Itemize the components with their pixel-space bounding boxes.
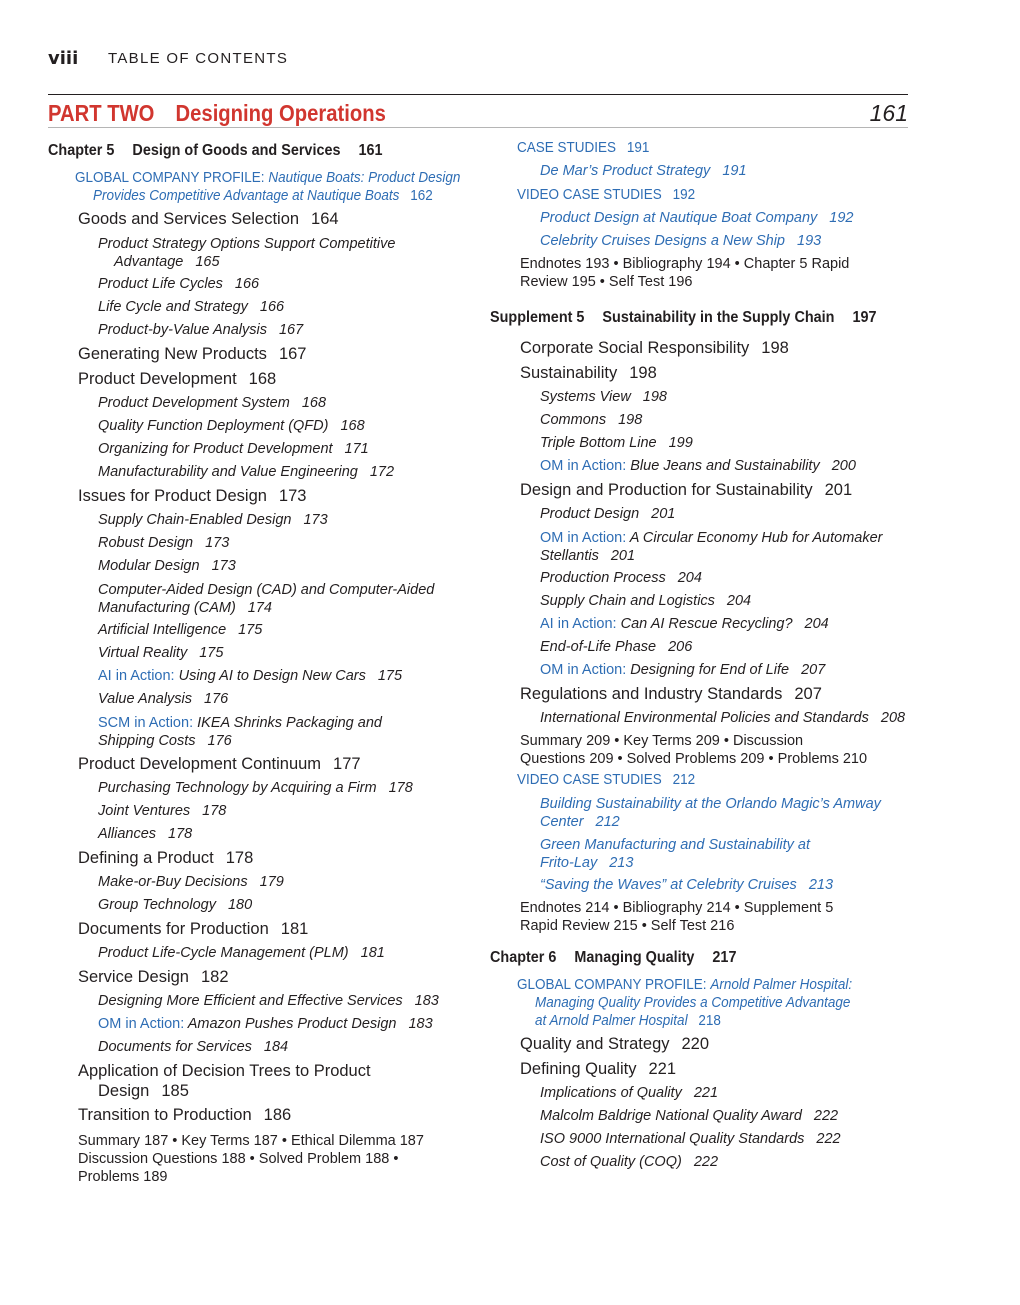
section-page: 182 xyxy=(200,968,229,986)
left-endmatter xyxy=(48,1132,473,1186)
left-entries xyxy=(48,207,473,1128)
subsection-title: Product Development System xyxy=(98,395,290,411)
subsection-page: 175 xyxy=(238,622,263,638)
subsection-title: Make-or-Buy Decisions xyxy=(98,874,248,890)
section-title: Regulations and Industry Standards xyxy=(520,685,783,703)
section-page: 167 xyxy=(278,345,307,363)
toc-left-column xyxy=(48,140,473,1186)
feature-page: 200 xyxy=(831,458,856,474)
subsection-page: 222 xyxy=(816,1131,841,1147)
supplement-heading: Supplement 5 Sustainability in the Supply Chain 197 xyxy=(490,309,877,326)
toc-subsection[interactable] xyxy=(48,688,473,711)
toc-subsection[interactable] xyxy=(48,1036,473,1059)
feature-title: Blue Jeans and Sustainability xyxy=(630,458,820,474)
subsection-title: End-of-Life Phase xyxy=(540,639,657,655)
toc-subsection[interactable] xyxy=(48,296,473,319)
section-page: 177 xyxy=(333,755,361,773)
subsection-page: 173 xyxy=(303,512,328,528)
section-page: 201 xyxy=(824,481,853,499)
feature-title: Using AI to Design New Cars xyxy=(178,668,366,684)
endmatter-line: Endnotes 193 • Bibliography 194 • Chapter 5 Rapid xyxy=(520,256,850,272)
endmatter-line: Summary 187 • Key Terms 187 • Ethical Dilemma 187 xyxy=(78,1133,424,1149)
toc-subsection[interactable] xyxy=(490,503,910,526)
subsection-title: Product Life-Cycle Management (PLM) xyxy=(98,945,349,961)
subsection-page: 206 xyxy=(668,639,693,655)
subsection-page: 221 xyxy=(693,1085,719,1101)
subsection-page: 180 xyxy=(227,897,253,913)
feature-page: 175 xyxy=(377,668,403,684)
toc-section[interactable] xyxy=(48,917,473,942)
case-study-item[interactable]: De Mar’s Product Strategy 191 xyxy=(540,163,747,179)
subsection-page: 199 xyxy=(668,435,693,451)
section-title: Product Development Continuum xyxy=(78,755,322,773)
feature-prefix: SCM in Action: xyxy=(98,715,194,731)
supplement-endmatter xyxy=(490,732,910,768)
toc-subsection[interactable] xyxy=(48,392,473,415)
toc-subsection[interactable] xyxy=(48,319,473,342)
section-title: Documents for Production xyxy=(78,920,269,938)
toc-section[interactable] xyxy=(490,1057,910,1082)
chapter5-endmatter xyxy=(490,255,910,291)
section-title: Product Development xyxy=(78,370,237,388)
endmatter-line: Review 195 • Self Test 196 xyxy=(520,274,693,290)
section-title: Issues for Product Design xyxy=(78,487,267,505)
toc-subsection[interactable] xyxy=(490,590,910,613)
subsection-title: Artificial Intelligence xyxy=(98,622,227,638)
section-page: 164 xyxy=(311,210,339,228)
toc-subsection[interactable] xyxy=(48,871,473,894)
page-number: viii xyxy=(48,48,79,69)
case-studies-heading: CASE STUDIES 191 xyxy=(517,139,650,156)
section-title: Goods and Services Selection xyxy=(78,210,300,228)
section-page: 198 xyxy=(629,364,657,382)
feature-page: 207 xyxy=(801,662,826,678)
subsection-title: Product Design xyxy=(540,506,640,522)
endmatter-line: Questions 209 • Solved Problems 209 • Problems 210 xyxy=(520,751,868,767)
toc-subsection[interactable] xyxy=(48,509,473,532)
video-case-studies-heading: VIDEO CASE STUDIES 212 xyxy=(517,771,696,788)
company-profile[interactable]: GLOBAL COMPANY PROFILE: Arnold Palmer Hospital: Managing Quality Provides a Competitive Advantage at Arnold Palmer Hospital 218 xyxy=(517,976,853,1029)
subsection-title: Manufacturing (CAM) xyxy=(98,600,236,616)
subsection-title: International Environmental Policies and Standards xyxy=(540,710,869,726)
feature-prefix: AI in Action: xyxy=(98,668,175,684)
section-page: 207 xyxy=(794,685,822,703)
subsection-title-cont xyxy=(98,599,473,617)
toc-section[interactable] xyxy=(48,342,473,367)
chapter-page: 161 xyxy=(358,142,383,159)
section-page: 186 xyxy=(263,1106,292,1124)
toc-subsection[interactable] xyxy=(48,578,473,619)
feature-line xyxy=(98,732,473,750)
part-label: PART TWO xyxy=(48,100,155,126)
video-case-item[interactable]: “Saving the Waves” at Celebrity Cruises 213 xyxy=(540,877,834,893)
toc-subsection[interactable] xyxy=(48,232,473,273)
subsection-title: ISO 9000 International Quality Standards xyxy=(540,1131,805,1147)
toc-section[interactable] xyxy=(48,1059,473,1103)
toc-section[interactable] xyxy=(490,682,910,707)
section-title: Sustainability xyxy=(520,364,618,382)
subsection-page: 208 xyxy=(880,710,906,726)
section-page: 220 xyxy=(681,1035,710,1053)
toc-feature-box[interactable] xyxy=(490,455,910,478)
part-title xyxy=(48,100,386,127)
subsection-page: 174 xyxy=(247,600,272,616)
toc-subsection[interactable] xyxy=(48,942,473,965)
feature-title: IKEA Shrinks Packaging and xyxy=(197,715,382,731)
subsection-page: 184 xyxy=(263,1039,289,1055)
feature-prefix: OM in Action: xyxy=(540,662,627,678)
toc-subsection[interactable] xyxy=(490,1082,910,1105)
subsection-title: Purchasing Technology by Acquiring a Firm xyxy=(98,780,377,796)
company-profile[interactable] xyxy=(48,169,461,205)
feature-prefix: AI in Action: xyxy=(540,616,617,632)
subsection-page: 201 xyxy=(651,506,676,522)
toc-feature-box[interactable] xyxy=(48,711,473,752)
subsection-title: Joint Ventures xyxy=(98,803,191,819)
feature-line xyxy=(98,714,473,732)
feature-page: 176 xyxy=(207,733,232,749)
video-case-item[interactable]: Green Manufacturing and Sustainability at Frito-Lay 213 xyxy=(540,837,811,871)
toc-subsection[interactable] xyxy=(490,1105,910,1128)
toc-subsection[interactable] xyxy=(48,461,473,484)
toc-right-column xyxy=(490,140,910,1174)
subsection-page: 168 xyxy=(340,418,365,434)
subsection-title: Product Life Cycles xyxy=(98,276,223,292)
subsection-title: Systems View xyxy=(540,389,631,405)
subsection-page: 175 xyxy=(199,645,224,661)
subsection-page: 166 xyxy=(259,299,285,315)
toc-subsection[interactable] xyxy=(48,273,473,296)
chapter-heading xyxy=(48,142,431,162)
subsection-title: Malcolm Baldrige National Quality Award xyxy=(540,1108,802,1124)
part-name: Designing Operations xyxy=(175,100,386,126)
toc-subsection[interactable] xyxy=(490,409,910,432)
toc-subsection[interactable] xyxy=(48,415,473,438)
subsection-page: 183 xyxy=(414,993,439,1009)
supplement-endmatter-2 xyxy=(490,899,910,935)
profile-prefix: GLOBAL COMPANY PROFILE: xyxy=(75,169,265,186)
section-page: 181 xyxy=(280,920,309,938)
running-header: TABLE OF CONTENTS xyxy=(108,50,289,67)
feature-page: 204 xyxy=(804,616,829,632)
chapter-title: Design of Goods and Services xyxy=(132,142,341,159)
toc-subsection[interactable] xyxy=(48,777,473,800)
section-page: 221 xyxy=(648,1060,677,1078)
toc-subsection[interactable] xyxy=(48,990,473,1013)
endmatter-line: Summary 209 • Key Terms 209 • Discussion xyxy=(520,733,804,749)
video-case-item[interactable]: Building Sustainability at the Orlando Magic’s Amway Center 212 xyxy=(540,796,881,830)
section-page: 168 xyxy=(248,370,277,388)
subsection-title: Production Process xyxy=(540,570,666,586)
feature-title: A Circular Economy Hub for Automaker xyxy=(629,530,883,546)
section-title: Design xyxy=(98,1082,150,1100)
subsection-title: Cost of Quality (COQ) xyxy=(540,1154,682,1170)
video-case-item[interactable]: Celebrity Cruises Designs a New Ship 193 xyxy=(540,233,822,249)
subsection-page: 165 xyxy=(195,254,220,270)
video-case-item[interactable]: Product Design at Nautique Boat Company 192 xyxy=(540,210,854,226)
section-title: Transition to Production xyxy=(78,1106,252,1124)
feature-title: Amazon Pushes Product Design xyxy=(187,1016,397,1032)
subsection-page: 178 xyxy=(168,826,193,842)
toc-section[interactable] xyxy=(490,336,910,361)
section-title: Generating New Products xyxy=(78,345,267,363)
section-page: 173 xyxy=(278,487,307,505)
toc-section[interactable] xyxy=(48,752,473,777)
subsection-page: 178 xyxy=(202,803,227,819)
toc-section[interactable] xyxy=(48,367,473,392)
subsection-title: Commons xyxy=(540,412,607,428)
part-page: 161 xyxy=(869,100,908,126)
toc-subsection[interactable] xyxy=(490,432,910,455)
section-title: Service Design xyxy=(78,968,189,986)
toc-section[interactable] xyxy=(490,478,910,503)
subsection-page: 222 xyxy=(813,1108,839,1124)
feature-page: 201 xyxy=(610,548,636,564)
toc-feature-box[interactable] xyxy=(48,1013,473,1036)
chapter-label: Chapter 5 xyxy=(48,142,115,159)
toc-subsection[interactable] xyxy=(490,636,910,659)
toc-section[interactable] xyxy=(48,1103,473,1128)
subsection-page: 179 xyxy=(259,874,284,890)
section-page: 198 xyxy=(761,339,789,357)
subsection-title: Advantage xyxy=(114,254,184,270)
subsection-page: 167 xyxy=(278,322,304,338)
subsection-title: Virtual Reality xyxy=(98,645,188,661)
toc-section[interactable] xyxy=(490,361,910,386)
toc-subsection[interactable] xyxy=(48,532,473,555)
header-rule xyxy=(48,94,908,95)
subsection-title: Life Cycle and Strategy xyxy=(98,299,248,315)
profile-line2: Provides Competitive Advantage at Nautique Boats xyxy=(93,187,400,204)
subsection-title: Supply Chain-Enabled Design xyxy=(98,512,292,528)
subsection-title: Group Technology xyxy=(98,897,216,913)
subsection-title: Organizing for Product Development xyxy=(98,441,333,457)
toc-feature-box[interactable] xyxy=(490,659,910,682)
toc-subsection[interactable] xyxy=(490,707,910,730)
subsection-page: 168 xyxy=(301,395,327,411)
section-title: Defining a Product xyxy=(78,849,214,867)
toc-subsection[interactable] xyxy=(48,800,473,823)
toc-section[interactable] xyxy=(48,846,473,871)
feature-page: 183 xyxy=(408,1016,433,1032)
subsection-page: 166 xyxy=(234,276,260,292)
subsection-page: 204 xyxy=(726,593,752,609)
subsection-title: Computer-Aided Design (CAD) and Computer-Aided xyxy=(98,582,435,598)
toc-feature-box[interactable] xyxy=(490,613,910,636)
part-rule xyxy=(48,127,908,128)
subsection-title: Robust Design xyxy=(98,535,194,551)
endmatter-line: Rapid Review 215 • Self Test 216 xyxy=(520,918,735,934)
subsection-page: 198 xyxy=(618,412,643,428)
subsection-page: 172 xyxy=(369,464,395,480)
profile-line1: Nautique Boats: Product Design xyxy=(268,169,461,186)
subsection-title: Modular Design xyxy=(98,558,200,574)
chapter6-entries xyxy=(490,1032,910,1174)
subsection-page: 198 xyxy=(642,389,667,405)
subsection-title: Manufacturability and Value Engineering xyxy=(98,464,358,480)
feature-line xyxy=(540,529,910,547)
toc-subsection[interactable] xyxy=(48,555,473,578)
feature-prefix: OM in Action: xyxy=(98,1016,185,1032)
video-case-studies-heading: VIDEO CASE STUDIES 192 xyxy=(517,186,696,203)
toc-subsection[interactable] xyxy=(490,1128,910,1151)
subsection-page: 173 xyxy=(205,535,230,551)
subsection-page: 181 xyxy=(360,945,385,961)
section-title: Quality and Strategy xyxy=(520,1035,670,1053)
toc-feature-box[interactable] xyxy=(490,526,910,567)
feature-title: Stellantis xyxy=(540,548,599,564)
feature-line xyxy=(540,547,910,565)
toc-subsection[interactable] xyxy=(490,386,910,409)
subsection-page: 173 xyxy=(211,558,236,574)
feature-title: Designing for End of Life xyxy=(630,662,790,678)
toc-subsection[interactable] xyxy=(48,619,473,642)
toc-section[interactable] xyxy=(48,484,473,509)
subsection-title: Product-by-Value Analysis xyxy=(98,322,267,338)
profile-page: 162 xyxy=(410,187,433,204)
section-page: 185 xyxy=(161,1082,189,1100)
subsection-title: Implications of Quality xyxy=(540,1085,682,1101)
subsection-page: 204 xyxy=(677,570,702,586)
section-title: Corporate Social Responsibility xyxy=(520,339,750,357)
subsection-title: Value Analysis xyxy=(98,691,193,707)
feature-prefix: OM in Action: xyxy=(540,530,627,546)
chapter-heading: Chapter 6 Managing Quality 217 xyxy=(490,949,737,966)
subsection-page: 176 xyxy=(204,691,229,707)
subsection-title: Product Strategy Options Support Competitive xyxy=(98,236,396,252)
subsection-page: 178 xyxy=(388,780,413,796)
toc-section[interactable] xyxy=(48,965,473,990)
subsection-title: Documents for Services xyxy=(98,1039,252,1055)
subsection-title: Triple Bottom Line xyxy=(540,435,657,451)
feature-title: Shipping Costs xyxy=(98,733,196,749)
section-title: Defining Quality xyxy=(520,1060,637,1078)
section-page: 178 xyxy=(225,849,254,867)
toc-subsection[interactable] xyxy=(48,823,473,846)
feature-title: Can AI Rescue Recycling? xyxy=(620,616,793,632)
toc-subsection[interactable] xyxy=(48,894,473,917)
section-title: Application of Decision Trees to Product xyxy=(78,1062,371,1080)
toc-subsection[interactable] xyxy=(48,438,473,461)
subsection-page: 222 xyxy=(693,1154,719,1170)
toc-section[interactable] xyxy=(490,1032,910,1057)
supplement-entries xyxy=(490,336,910,730)
toc-subsection[interactable] xyxy=(48,642,473,665)
toc-subsection[interactable] xyxy=(490,1151,910,1174)
toc-section[interactable] xyxy=(48,207,473,232)
subsection-title-cont xyxy=(98,253,473,271)
toc-subsection[interactable] xyxy=(490,567,910,590)
endmatter-line: Endnotes 214 • Bibliography 214 • Supplement 5 xyxy=(520,900,834,916)
subsection-title: Supply Chain and Logistics xyxy=(540,593,715,609)
toc-feature-box[interactable] xyxy=(48,665,473,688)
endmatter-line: Problems 189 xyxy=(78,1169,168,1185)
subsection-page: 171 xyxy=(344,441,369,457)
endmatter-line: Discussion Questions 188 • Solved Problem 188 • xyxy=(78,1151,399,1167)
subsection-title: Alliances xyxy=(98,826,157,842)
feature-prefix: OM in Action: xyxy=(540,458,627,474)
subsection-title: Designing More Efficient and Effective Services xyxy=(98,993,403,1009)
section-title-cont xyxy=(78,1081,473,1101)
subsection-title: Quality Function Deployment (QFD) xyxy=(98,418,329,434)
section-title: Design and Production for Sustainability xyxy=(520,481,813,499)
